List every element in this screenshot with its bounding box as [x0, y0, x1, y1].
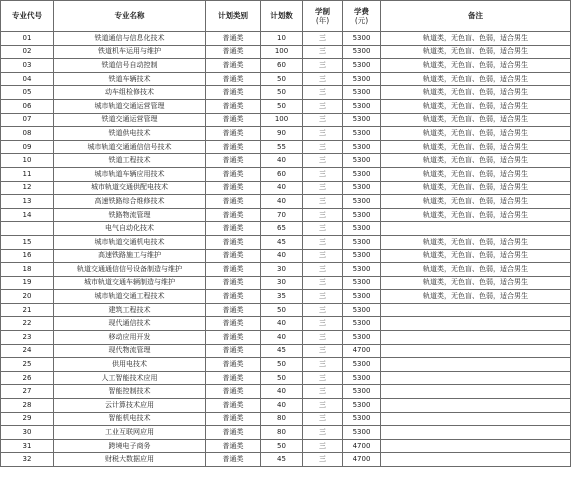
code-cell: 15	[1, 235, 54, 249]
remark-cell: 轨道类，无色盲、色弱，适合男生	[381, 45, 571, 59]
plan-type-cell: 普通类	[206, 331, 261, 345]
tuition-cell: 5300	[343, 222, 381, 236]
plan-count-cell: 60	[261, 59, 303, 73]
table-row	[1, 249, 571, 263]
tuition-cell: 5300	[343, 235, 381, 249]
plan-count-cell: 30	[261, 276, 303, 290]
major-name-cell: 供用电技术	[54, 358, 206, 372]
tuition-cell: 5300	[343, 154, 381, 168]
plan-type-cell: 普通类	[206, 59, 261, 73]
plan-type-cell: 普通类	[206, 181, 261, 195]
major-name-cell: 建筑工程技术	[54, 303, 206, 317]
code-cell: 07	[1, 113, 54, 127]
plan-type-cell: 普通类	[206, 208, 261, 222]
plan-type-cell: 普通类	[206, 140, 261, 154]
tuition-cell: 5300	[343, 249, 381, 263]
table-row	[1, 167, 571, 181]
years-cell: 三	[303, 195, 343, 209]
plan-count-cell: 40	[261, 154, 303, 168]
years-cell: 三	[303, 181, 343, 195]
remark-cell: 轨道类，无色盲、色弱，适合男生	[381, 249, 571, 263]
plan-count-cell: 40	[261, 181, 303, 195]
plan-count-cell: 40	[261, 317, 303, 331]
years-cell: 三	[303, 249, 343, 263]
plan-count-cell: 100	[261, 45, 303, 59]
table-row	[1, 290, 571, 304]
code-cell: 06	[1, 99, 54, 113]
tuition-cell: 5300	[343, 72, 381, 86]
major-name-cell: 铁道交通运营管理	[54, 113, 206, 127]
plan-count-cell: 40	[261, 195, 303, 209]
years-cell: 三	[303, 235, 343, 249]
tuition-cell: 5300	[343, 371, 381, 385]
plan-type-cell: 普通类	[206, 154, 261, 168]
table-row	[1, 344, 571, 358]
plan-count-cell: 70	[261, 208, 303, 222]
major-name-cell: 移动应用开发	[54, 331, 206, 345]
remark-cell	[381, 399, 571, 413]
major-name-cell: 铁道工程技术	[54, 154, 206, 168]
code-cell: 01	[1, 32, 54, 46]
table-row	[1, 181, 571, 195]
major-name-cell: 城市轨道车辆应用技术	[54, 167, 206, 181]
years-cell: 三	[303, 426, 343, 440]
table-row	[1, 235, 571, 249]
remark-cell: 轨道类，无色盲、色弱，适合男生	[381, 86, 571, 100]
code-cell: 25	[1, 358, 54, 372]
table-row	[1, 140, 571, 154]
plan-type-cell: 普通类	[206, 290, 261, 304]
major-name-cell: 智能控制技术	[54, 385, 206, 399]
table-row	[1, 331, 571, 345]
tuition-cell: 5300	[343, 195, 381, 209]
remark-cell: 轨道类，无色盲、色弱，适合男生	[381, 59, 571, 73]
years-cell: 三	[303, 276, 343, 290]
remark-cell: 轨道类，无色盲、色弱，适合男生	[381, 72, 571, 86]
years-cell: 三	[303, 167, 343, 181]
col-header-tuition	[343, 1, 381, 32]
major-name-cell: 铁道通信与信息化技术	[54, 32, 206, 46]
code-cell: 11	[1, 167, 54, 181]
plan-count-cell: 50	[261, 358, 303, 372]
tuition-cell: 4700	[343, 439, 381, 453]
remark-cell	[381, 331, 571, 345]
plan-count-cell: 40	[261, 249, 303, 263]
plan-type-cell: 普通类	[206, 72, 261, 86]
table-row	[1, 32, 571, 46]
plan-count-cell: 50	[261, 439, 303, 453]
years-cell: 三	[303, 208, 343, 222]
code-cell: 13	[1, 195, 54, 209]
remark-cell: 轨道类，无色盲、色弱，适合男生	[381, 263, 571, 277]
plan-count-cell: 60	[261, 167, 303, 181]
code-cell: 09	[1, 140, 54, 154]
table-row	[1, 303, 571, 317]
tuition-cell: 5300	[343, 167, 381, 181]
col-header-plan-count: 计划数	[261, 1, 303, 32]
major-name-cell: 城市轨道交通车辆制造与维护	[54, 276, 206, 290]
remark-cell: 轨道类，无色盲、色弱，适合男生	[381, 276, 571, 290]
table-header	[1, 1, 571, 32]
table-row	[1, 358, 571, 372]
years-cell: 三	[303, 290, 343, 304]
plan-type-cell: 普通类	[206, 235, 261, 249]
plan-type-cell: 普通类	[206, 45, 261, 59]
plan-type-cell: 普通类	[206, 222, 261, 236]
plan-count-cell: 30	[261, 263, 303, 277]
remark-cell	[381, 222, 571, 236]
tuition-cell: 5300	[343, 290, 381, 304]
table-row	[1, 127, 571, 141]
code-cell: 02	[1, 45, 54, 59]
years-cell: 三	[303, 385, 343, 399]
major-name-cell: 城市轨道交通工程技术	[54, 290, 206, 304]
years-cell: 三	[303, 32, 343, 46]
major-name-cell: 铁道供电技术	[54, 127, 206, 141]
tuition-cell: 5300	[343, 32, 381, 46]
remark-cell	[381, 426, 571, 440]
major-name-cell: 城市轨道交通通信信号技术	[54, 140, 206, 154]
tuition-cell: 5300	[343, 181, 381, 195]
plan-count-cell: 40	[261, 331, 303, 345]
plan-count-cell: 50	[261, 303, 303, 317]
code-cell: 04	[1, 72, 54, 86]
years-cell: 三	[303, 99, 343, 113]
plan-count-cell: 45	[261, 235, 303, 249]
plan-type-cell: 普通类	[206, 113, 261, 127]
years-cell: 三	[303, 113, 343, 127]
tuition-cell: 5300	[343, 140, 381, 154]
major-name-cell: 动车组检修技术	[54, 86, 206, 100]
plan-count-cell: 90	[261, 127, 303, 141]
years-cell: 三	[303, 45, 343, 59]
plan-type-cell: 普通类	[206, 303, 261, 317]
tuition-cell: 5300	[343, 59, 381, 73]
table-row	[1, 208, 571, 222]
plan-count-cell: 100	[261, 113, 303, 127]
table-row	[1, 385, 571, 399]
table-row	[1, 453, 571, 467]
plan-count-cell: 65	[261, 222, 303, 236]
table-row	[1, 99, 571, 113]
years-cell: 三	[303, 331, 343, 345]
years-cell: 三	[303, 303, 343, 317]
code-cell: 30	[1, 426, 54, 440]
code-cell: 22	[1, 317, 54, 331]
code-cell: 05	[1, 86, 54, 100]
tuition-cell: 5300	[343, 426, 381, 440]
table-row	[1, 59, 571, 73]
plan-type-cell: 普通类	[206, 86, 261, 100]
major-name-cell: 铁道车辆技术	[54, 72, 206, 86]
major-name-cell: 智能机电技术	[54, 412, 206, 426]
plan-type-cell: 普通类	[206, 385, 261, 399]
table-row	[1, 86, 571, 100]
remark-cell	[381, 412, 571, 426]
table-row	[1, 154, 571, 168]
tuition-cell: 5300	[343, 99, 381, 113]
plan-type-cell: 普通类	[206, 249, 261, 263]
table-row	[1, 45, 571, 59]
major-name-cell: 铁道信号自动控制	[54, 59, 206, 73]
table-row	[1, 412, 571, 426]
major-name-cell: 高速铁路施工与维护	[54, 249, 206, 263]
tuition-cell: 4700	[343, 453, 381, 467]
tuition-cell: 5300	[343, 127, 381, 141]
major-name-cell: 工业互联网应用	[54, 426, 206, 440]
years-cell: 三	[303, 344, 343, 358]
table-row	[1, 399, 571, 413]
plan-count-cell: 45	[261, 453, 303, 467]
years-cell: 三	[303, 154, 343, 168]
remark-cell	[381, 385, 571, 399]
col-header-code: 专业代号	[1, 1, 54, 32]
remark-cell: 轨道类，无色盲、色弱，适合男生	[381, 32, 571, 46]
plan-type-cell: 普通类	[206, 399, 261, 413]
major-name-cell: 城市轨道交通运营管理	[54, 99, 206, 113]
years-cell: 三	[303, 222, 343, 236]
tuition-cell: 4700	[343, 344, 381, 358]
remark-cell: 轨道类，无色盲、色弱，适合男生	[381, 127, 571, 141]
years-cell: 三	[303, 399, 343, 413]
tuition-cell: 5300	[343, 303, 381, 317]
major-name-cell: 人工智能技术应用	[54, 371, 206, 385]
code-cell: 14	[1, 208, 54, 222]
table-row	[1, 426, 571, 440]
remark-cell	[381, 439, 571, 453]
col-header-tuition-unit: (元)	[354, 16, 369, 25]
years-cell: 三	[303, 371, 343, 385]
remark-cell: 轨道类，无色盲、色弱，适合男生	[381, 290, 571, 304]
table-row	[1, 195, 571, 209]
plan-count-cell: 35	[261, 290, 303, 304]
remark-cell: 轨道类，无色盲、色弱，适合男生	[381, 235, 571, 249]
code-cell: 28	[1, 399, 54, 413]
remark-cell: 轨道类，无色盲、色弱，适合男生	[381, 140, 571, 154]
tuition-cell: 5300	[343, 412, 381, 426]
years-cell: 三	[303, 72, 343, 86]
remark-cell	[381, 303, 571, 317]
table-row	[1, 113, 571, 127]
code-cell: 26	[1, 371, 54, 385]
table-row	[1, 222, 571, 236]
plan-count-cell: 80	[261, 426, 303, 440]
remark-cell: 轨道类，无色盲、色弱，适合男生	[381, 154, 571, 168]
col-header-name: 专业名称	[54, 1, 206, 32]
code-cell: 20	[1, 290, 54, 304]
plan-count-cell: 50	[261, 99, 303, 113]
code-cell: 12	[1, 181, 54, 195]
code-cell: 21	[1, 303, 54, 317]
years-cell: 三	[303, 127, 343, 141]
years-cell: 三	[303, 140, 343, 154]
plan-type-cell: 普通类	[206, 453, 261, 467]
major-name-cell: 现代物流管理	[54, 344, 206, 358]
plan-count-cell: 10	[261, 32, 303, 46]
years-cell: 三	[303, 263, 343, 277]
plan-count-cell: 80	[261, 412, 303, 426]
plan-type-cell: 普通类	[206, 263, 261, 277]
years-cell: 三	[303, 86, 343, 100]
remark-cell: 轨道类，无色盲、色弱，适合男生	[381, 195, 571, 209]
plan-type-cell: 普通类	[206, 439, 261, 453]
col-header-years	[303, 1, 343, 32]
years-cell: 三	[303, 317, 343, 331]
code-cell: 03	[1, 59, 54, 73]
header-row	[1, 1, 571, 32]
plan-type-cell: 普通类	[206, 32, 261, 46]
plan-count-cell: 45	[261, 344, 303, 358]
plan-count-cell: 40	[261, 399, 303, 413]
tuition-cell: 5300	[343, 331, 381, 345]
tuition-cell: 5300	[343, 358, 381, 372]
col-header-tuition-label: 学费	[354, 6, 369, 16]
col-header-plan-type: 计划类别	[206, 1, 261, 32]
plan-count-cell: 50	[261, 72, 303, 86]
code-cell: 16	[1, 249, 54, 263]
plan-type-cell: 普通类	[206, 127, 261, 141]
remark-cell: 轨道类，无色盲、色弱，适合男生	[381, 113, 571, 127]
code-cell: 18	[1, 263, 54, 277]
plan-type-cell: 普通类	[206, 195, 261, 209]
major-name-cell: 城市轨道交通机电技术	[54, 235, 206, 249]
tuition-cell: 5300	[343, 317, 381, 331]
remark-cell	[381, 371, 571, 385]
code-cell: 19	[1, 276, 54, 290]
tuition-cell: 5300	[343, 399, 381, 413]
major-name-cell: 现代通信技术	[54, 317, 206, 331]
tuition-cell: 5300	[343, 113, 381, 127]
years-cell: 三	[303, 59, 343, 73]
table-row	[1, 317, 571, 331]
col-header-years-label: 学制	[315, 6, 330, 16]
remark-cell	[381, 358, 571, 372]
remark-cell: 轨道类，无色盲、色弱，适合男生	[381, 167, 571, 181]
plan-type-cell: 普通类	[206, 99, 261, 113]
code-cell: 27	[1, 385, 54, 399]
plan-type-cell: 普通类	[206, 426, 261, 440]
major-name-cell: 跨境电子商务	[54, 439, 206, 453]
plan-count-cell: 40	[261, 385, 303, 399]
code-cell: 29	[1, 412, 54, 426]
code-cell: 32	[1, 453, 54, 467]
plan-type-cell: 普通类	[206, 344, 261, 358]
tuition-cell: 5300	[343, 86, 381, 100]
major-name-cell: 云计算技术应用	[54, 399, 206, 413]
remark-cell: 轨道类，无色盲、色弱，适合男生	[381, 99, 571, 113]
remark-cell: 轨道类，无色盲、色弱，适合男生	[381, 181, 571, 195]
remark-cell	[381, 344, 571, 358]
tuition-cell: 5300	[343, 263, 381, 277]
tuition-cell: 5300	[343, 45, 381, 59]
code-cell: 24	[1, 344, 54, 358]
major-name-cell: 财税大数据应用	[54, 453, 206, 467]
major-name-cell: 轨道交通通信信号设备制造与维护	[54, 263, 206, 277]
plan-type-cell: 普通类	[206, 276, 261, 290]
remark-cell	[381, 317, 571, 331]
code-cell: 08	[1, 127, 54, 141]
tuition-cell: 5300	[343, 208, 381, 222]
table-body	[1, 32, 571, 467]
major-name-cell: 城市轨道交通供配电技术	[54, 181, 206, 195]
table-row	[1, 276, 571, 290]
table-row	[1, 439, 571, 453]
years-cell: 三	[303, 358, 343, 372]
plan-count-cell: 55	[261, 140, 303, 154]
code-cell: 10	[1, 154, 54, 168]
years-cell: 三	[303, 453, 343, 467]
table-row	[1, 263, 571, 277]
plan-type-cell: 普通类	[206, 358, 261, 372]
col-header-remark: 备注	[381, 1, 571, 32]
years-cell: 三	[303, 439, 343, 453]
major-name-cell: 铁道机车运用与维护	[54, 45, 206, 59]
tuition-cell: 5300	[343, 385, 381, 399]
remark-cell	[381, 453, 571, 467]
code-cell	[1, 222, 54, 236]
plan-type-cell: 普通类	[206, 317, 261, 331]
plan-type-cell: 普通类	[206, 167, 261, 181]
major-name-cell: 高速铁路综合维修技术	[54, 195, 206, 209]
table-row	[1, 72, 571, 86]
code-cell: 31	[1, 439, 54, 453]
tuition-cell: 5300	[343, 276, 381, 290]
plan-count-cell: 50	[261, 86, 303, 100]
remark-cell: 轨道类，无色盲、色弱，适合男生	[381, 208, 571, 222]
plan-type-cell: 普通类	[206, 371, 261, 385]
table-row	[1, 371, 571, 385]
plan-count-cell: 50	[261, 371, 303, 385]
code-cell: 23	[1, 331, 54, 345]
col-header-years-unit: (年)	[315, 16, 330, 25]
plan-type-cell: 普通类	[206, 412, 261, 426]
major-name-cell: 电气自动化技术	[54, 222, 206, 236]
major-name-cell: 铁路物流管理	[54, 208, 206, 222]
years-cell: 三	[303, 412, 343, 426]
